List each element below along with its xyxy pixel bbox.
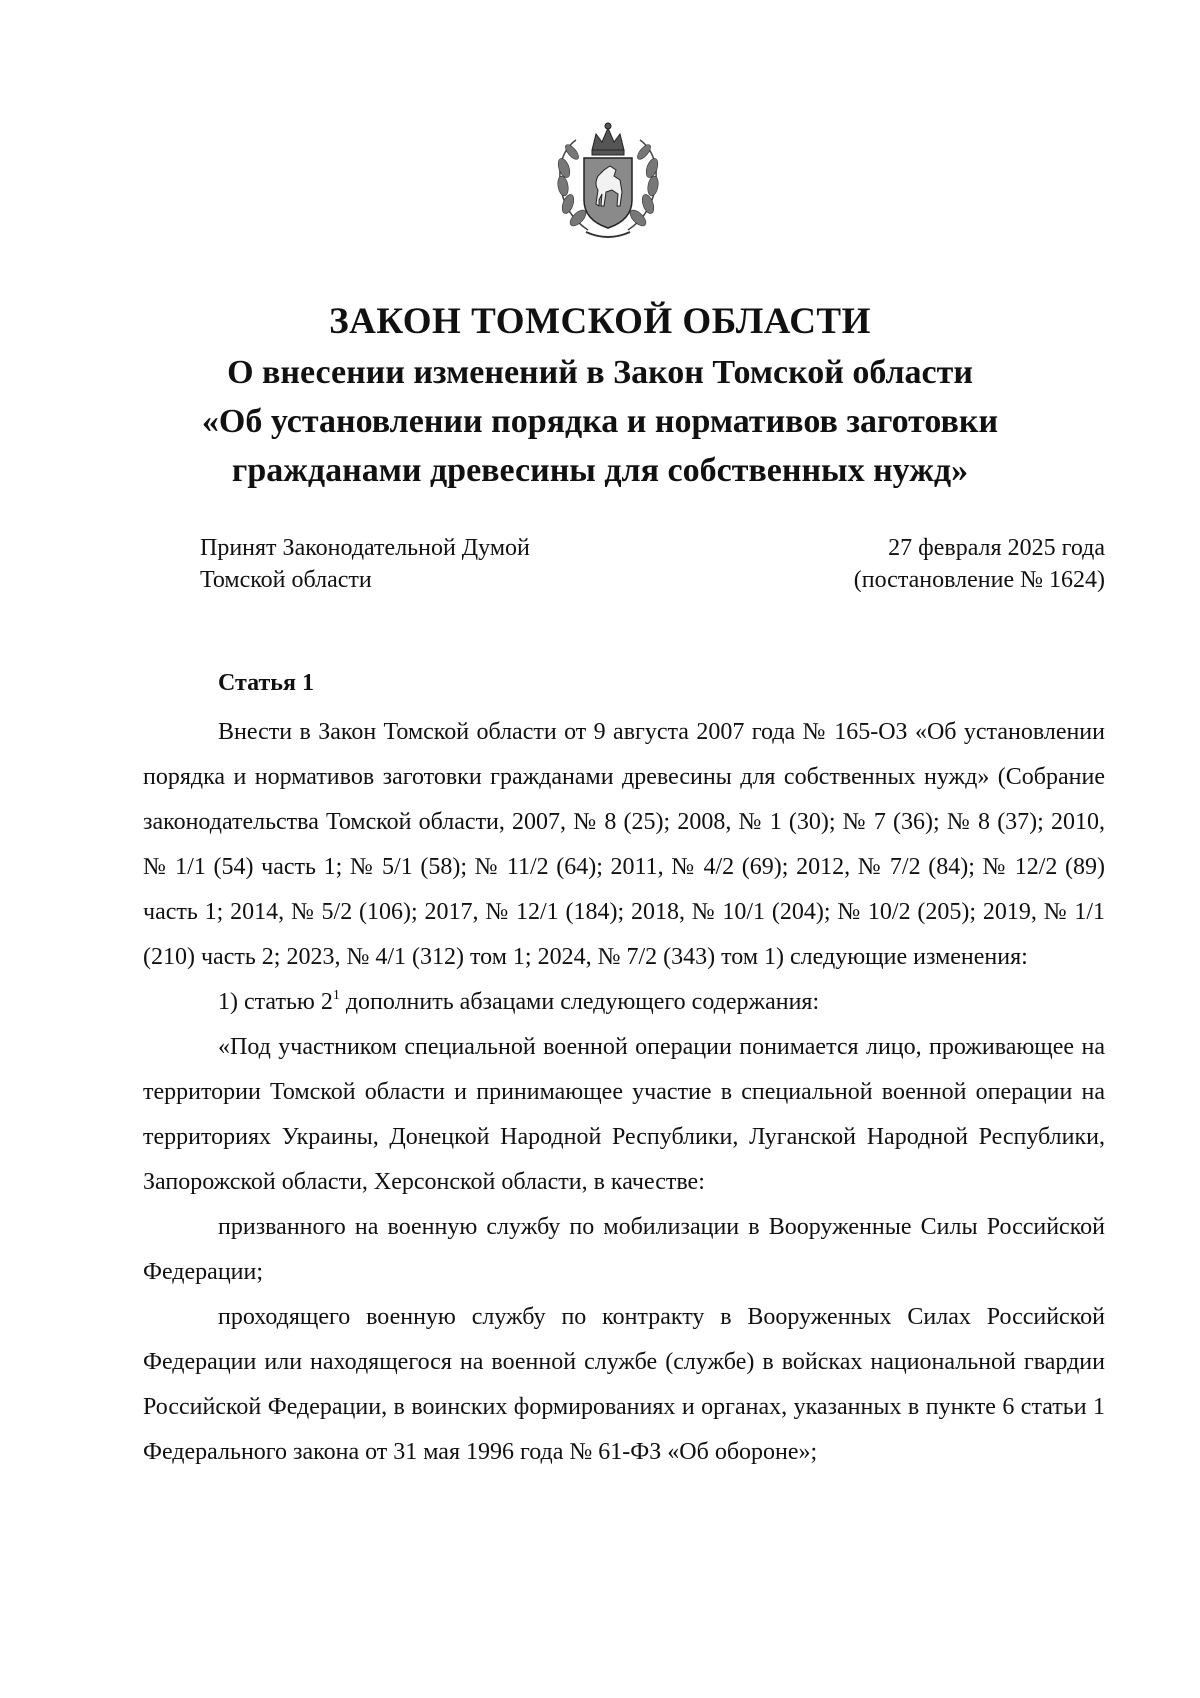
amendment-item-superscript: 1 [332,988,340,1003]
amendment-item-suffix: дополнить абзацами следующего содержания: [339,989,820,1015]
law-subtitle-line: гражданами древесины для собственных нужд» [231,452,969,489]
amendment-item-prefix: 1) статью 2 [218,989,333,1015]
adopting-body-line: Принят Законодательной Думой [200,535,530,561]
amendment-item [143,980,1105,1025]
contract-service-paragraph: проходящего военную службу по контракту в Вооруженных Силах Российской Федерации или находящегося на военной службе (службе) в войсках национальной гвардии Российской Федерации, в воинских формированиях и органах, указанных в пункте 6 статьи 1 Федерального закона от 31 мая 1996 года № 61-ФЗ «Об обороне»; [143,1304,1105,1465]
law-title: ЗАКОН ТОМСКОЙ ОБЛАСТИ [329,301,871,342]
coat-of-arms-icon [548,120,668,250]
mobilized-paragraph: призванного на военную службу по мобилизации в Вооруженные Силы Российской Федерации; [143,1214,1105,1285]
law-subtitle-line: О внесении изменений в Закон Томской области [227,354,973,391]
law-subtitle-line: «Об установлении порядка и нормативов заготовки [201,403,999,440]
article-intro-paragraph: Внести в Закон Томской области от 9 августа 2007 года № 165-ОЗ «Об установлении порядка и нормативов заготовки гражданами древесины для собственных нужд» (Собрание законодательства Томской области, 2007, № 8 (25); 2008, № 1 (30); № 7 (36); № 8 (37); 2010, № 1/1 (54) часть 1; № 5/1 (58); № 11/2 (64); 2011, № 4/2 (69); 2012, № 7/2 (84); № 12/2 (89) часть 1; 2014, № 5/2 (106); 2017, № 12/1 (184); 2018, № 10/1 (204); № 10/2 (205); 2019, № 1/1 (210) часть 2; 2023, № 4/1 (312) том 1; 2024, № 7/2 (343) том 1) следующие изменения: [143,719,1105,970]
adopting-body [200,532,530,596]
article-body [143,710,1105,1475]
adoption-date-block [854,532,1105,596]
title-block [130,296,1070,495]
resolution-number: (постановление № 1624) [853,567,1105,593]
participant-definition-paragraph: «Под участником специальной военной операции понимается лицо, проживающее на территории Томской области и принимающее участие в специальной военной операции на территориях Украины, Донецкой Народной Республики, Луганской Народной Республики, Запорожской области, Херсонской области, в качестве: [143,1034,1105,1195]
adoption-date: 27 февраля 2025 года [888,535,1105,561]
article-heading: Статья 1 [218,670,314,696]
adopting-body-line: Томской области [200,567,372,593]
